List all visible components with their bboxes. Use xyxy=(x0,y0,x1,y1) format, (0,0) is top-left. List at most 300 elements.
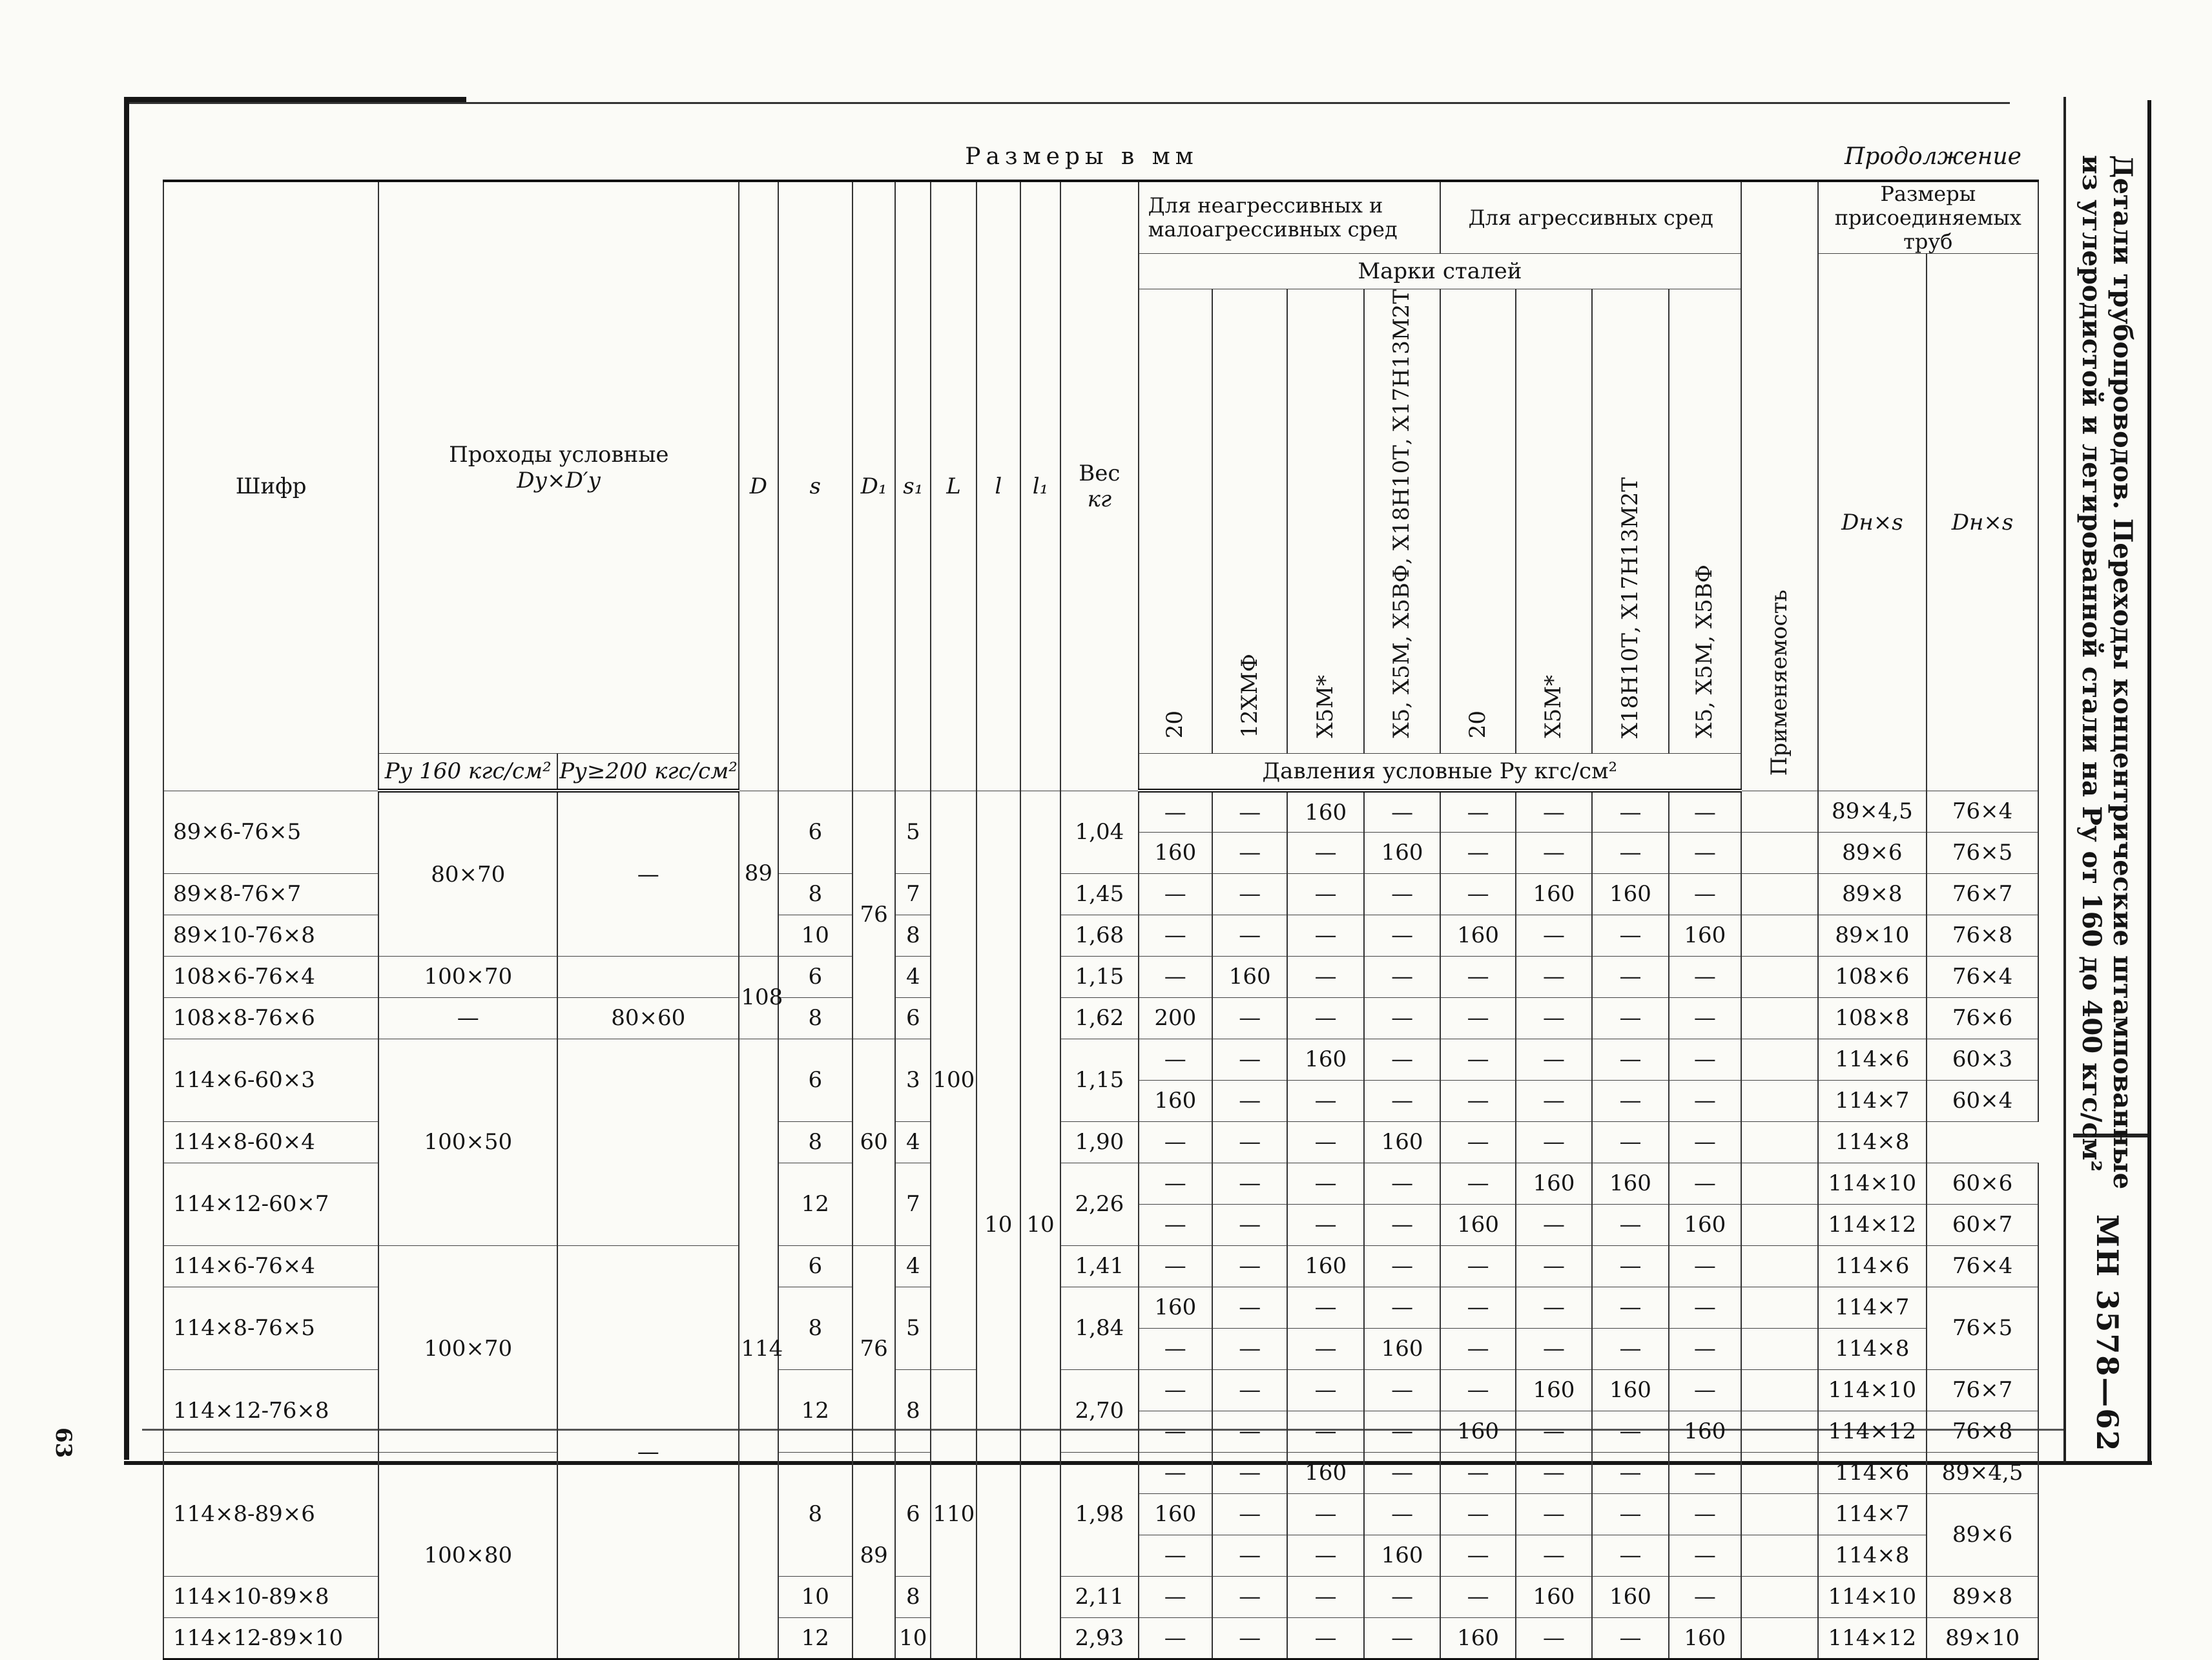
cell-pressure: — xyxy=(1440,1163,1515,1204)
cell-py200: — xyxy=(557,791,739,956)
cell-shifr: 89×8-76×7 xyxy=(163,873,378,915)
cell-s: 8 xyxy=(778,1121,853,1163)
cell-shifr: 108×8-76×6 xyxy=(163,997,378,1039)
cell-pressure: 160 xyxy=(1212,956,1287,997)
cell-pressure: — xyxy=(1592,1493,1668,1535)
cell-pressure: — xyxy=(1139,1617,1212,1659)
cell-pressure: — xyxy=(1440,997,1515,1039)
cell-pressure: 160 xyxy=(1592,1163,1668,1204)
cell-ves: 1,84 xyxy=(1060,1287,1138,1369)
cell-pressure: — xyxy=(1364,1576,1440,1617)
table-row xyxy=(163,956,2038,997)
cell-pressure: — xyxy=(1287,1328,1363,1369)
cell-pipe2: 76×4 xyxy=(1927,1245,2038,1287)
cell-s: 6 xyxy=(778,956,853,997)
cell-pressure: — xyxy=(1139,1121,1212,1163)
cell-pressure: — xyxy=(1139,1535,1212,1576)
cell-pressure: — xyxy=(1364,1287,1440,1328)
cell-py200 xyxy=(557,956,739,997)
cell-s: 6 xyxy=(778,1039,853,1121)
cell-pressure: — xyxy=(1287,1369,1363,1411)
cell-pressure: — xyxy=(1139,1204,1212,1245)
cell-pressure: — xyxy=(1669,1535,1741,1576)
cell-primenyaemost xyxy=(1741,997,1817,1039)
col-header-primenyaemost xyxy=(1741,181,1817,791)
cell-s: 8 xyxy=(778,873,853,915)
cell-pressure: — xyxy=(1669,1369,1741,1411)
side-title-line-1: Детали трубопроводов. Переходы концентрические штампованные xyxy=(2107,155,2138,1190)
cell-pipe1: 89×10 xyxy=(1818,915,1927,956)
group-header-marki: Марки сталей xyxy=(1139,254,1742,289)
cell-pressure: — xyxy=(1212,832,1287,873)
cell-pressure: 160 xyxy=(1592,1576,1668,1617)
cell-pressure: — xyxy=(1364,997,1440,1039)
cell-pipe2: 89×10 xyxy=(1927,1617,2038,1659)
cell-D: 108 xyxy=(739,956,778,1039)
col-header-steel-5 xyxy=(1440,289,1515,754)
cell-pressure: — xyxy=(1516,1245,1592,1287)
cell-py200: 80×60 xyxy=(557,997,739,1039)
cell-shifr: 89×6-76×5 xyxy=(163,791,378,873)
cell-pressure: — xyxy=(1212,1617,1287,1659)
cell-pressure: — xyxy=(1364,873,1440,915)
cell-shifr: 114×6-76×4 xyxy=(163,1245,378,1287)
cell-pressure: — xyxy=(1592,915,1668,956)
cell-pressure: — xyxy=(1212,997,1287,1039)
side-divider xyxy=(2063,97,2066,1463)
cell-shifr: 114×8-76×5 xyxy=(163,1287,378,1369)
cell-ves: 1,41 xyxy=(1060,1245,1138,1287)
cell-pipe1: 114×6 xyxy=(1818,1245,1927,1287)
cell-pressure: — xyxy=(1364,915,1440,956)
cell-pressure: — xyxy=(1364,1039,1440,1080)
cell-primenyaemost xyxy=(1741,1039,1817,1080)
cell-pipe1: 114×8 xyxy=(1818,1328,1927,1369)
steel-grade-label: Х18Н10Т, Х17Н13М2Т xyxy=(1617,477,1643,738)
col-header-steel-2 xyxy=(1212,289,1287,754)
cell-ves: 1,04 xyxy=(1060,791,1138,873)
cell-s: 10 xyxy=(778,915,853,956)
cell-pressure: — xyxy=(1440,873,1515,915)
cell-pressure: — xyxy=(1669,1452,1741,1493)
cell-pressure: — xyxy=(1592,1411,1668,1452)
cell-pressure: — xyxy=(1516,1121,1592,1163)
cell-pressure: — xyxy=(1364,1452,1440,1493)
steel-grade-label: Х5, Х5М, Х5ВФ, Х18Н10Т, Х17Н13М2Т xyxy=(1389,289,1415,738)
cell-s1: 7 xyxy=(895,1163,931,1245)
cell-pressure: — xyxy=(1516,1204,1592,1245)
cell-pressure: 160 xyxy=(1440,915,1515,956)
cell-pressure: — xyxy=(1669,1163,1741,1204)
cell-pressure: 160 xyxy=(1287,1039,1363,1080)
side-title-line-2: из углеродистой и легированной стали на Pу от 160 до 400 кгс/см² xyxy=(2076,155,2107,1172)
standard-code: МН 3578—62 xyxy=(2090,1214,2125,1453)
cell-s1: 6 xyxy=(895,1452,931,1576)
cell-pipe1: 89×8 xyxy=(1818,873,1927,915)
cell-pressure: — xyxy=(1669,1245,1741,1287)
cell-pipe1: 114×6 xyxy=(1818,1039,1927,1080)
cell-pipe2: 76×6 xyxy=(1927,997,2038,1039)
cell-pressure: — xyxy=(1516,832,1592,873)
cell-s1: 4 xyxy=(895,956,931,997)
cell-pressure: — xyxy=(1592,1452,1668,1493)
cell-s: 8 xyxy=(778,1452,853,1576)
cell-pressure: — xyxy=(1287,1080,1363,1121)
cell-pressure: — xyxy=(1516,997,1592,1039)
cell-pressure: 160 xyxy=(1440,1411,1515,1452)
cell-pressure: — xyxy=(1212,791,1287,832)
cell-D1: 60 xyxy=(853,1039,895,1245)
cell-pressure: — xyxy=(1287,1493,1363,1535)
cell-shifr: 114×10-89×8 xyxy=(163,1576,378,1617)
cell-l1: 10 xyxy=(1020,791,1060,1659)
cell-s1: 4 xyxy=(895,1121,931,1163)
cell-pressure: — xyxy=(1364,1080,1440,1121)
cell-pressure: — xyxy=(1440,1287,1515,1328)
cell-s1: 3 xyxy=(895,1039,931,1121)
frame-left-border xyxy=(124,97,129,1460)
col-header-steel-4 xyxy=(1364,289,1440,754)
ves-unit: кг xyxy=(1087,486,1112,512)
cell-s: 8 xyxy=(778,1287,853,1369)
steel-grade-label: Х5М* xyxy=(1312,675,1338,738)
cell-pressure: — xyxy=(1212,1369,1287,1411)
col-header-L: L xyxy=(931,181,976,791)
cell-ves: 1,45 xyxy=(1060,873,1138,915)
cell-pipe2: 60×3 xyxy=(1927,1039,2038,1080)
col-header-prokhody xyxy=(378,181,739,753)
cell-pressure: — xyxy=(1212,1328,1287,1369)
cell-pressure: 160 xyxy=(1592,873,1668,915)
steel-grade-label: 12ХМФ xyxy=(1236,654,1263,738)
cell-pressure: 160 xyxy=(1669,1204,1741,1245)
cell-pipe1: 89×6 xyxy=(1818,832,1927,873)
table-row xyxy=(163,1039,2038,1080)
cell-pressure: — xyxy=(1440,1121,1515,1163)
cell-shifr: 89×10-76×8 xyxy=(163,915,378,956)
cell-pressure: 160 xyxy=(1364,1121,1440,1163)
col-header-steel-1 xyxy=(1139,289,1212,754)
table-row xyxy=(163,791,2038,832)
cell-pressure: — xyxy=(1139,791,1212,832)
cell-pipe2: 76×7 xyxy=(1927,1369,2038,1411)
cell-pressure: 160 xyxy=(1440,1204,1515,1245)
cell-D: 114 xyxy=(739,1039,778,1659)
cell-primenyaemost xyxy=(1741,956,1817,997)
cell-shifr: 114×6-60×3 xyxy=(163,1039,378,1121)
cell-pressure: — xyxy=(1516,1039,1592,1080)
cell-pipe2: 60×7 xyxy=(1927,1204,2038,1245)
cell-py160: 80×70 xyxy=(378,791,557,956)
cell-pressure: — xyxy=(1364,1411,1440,1452)
cell-pressure: 160 xyxy=(1287,791,1363,832)
cell-pressure: — xyxy=(1440,956,1515,997)
cell-pressure: — xyxy=(1516,956,1592,997)
cell-pressure: 160 xyxy=(1139,832,1212,873)
cell-pressure: — xyxy=(1364,956,1440,997)
cell-ves: 1,90 xyxy=(1060,1121,1138,1163)
table-row xyxy=(163,997,2038,1039)
cell-ves: 1,15 xyxy=(1060,956,1138,997)
page-number: 63 xyxy=(50,1427,76,1458)
frame-top-line xyxy=(124,102,2010,104)
cell-pressure: — xyxy=(1516,1493,1592,1535)
cell-py160: 100×50 xyxy=(378,1039,557,1245)
cell-pressure: — xyxy=(1287,1535,1363,1576)
cell-primenyaemost xyxy=(1741,1204,1817,1245)
cell-pressure: — xyxy=(1287,1204,1363,1245)
cell-primenyaemost xyxy=(1741,1121,1817,1163)
cell-pressure: — xyxy=(1440,1245,1515,1287)
cell-pressure: — xyxy=(1212,1204,1287,1245)
cell-pipe1: 114×8 xyxy=(1818,1121,1927,1163)
cell-pressure: — xyxy=(1516,1452,1592,1493)
cell-ves: 1,62 xyxy=(1060,997,1138,1039)
cell-pipe1: 89×4,5 xyxy=(1818,791,1927,832)
cell-pressure: — xyxy=(1516,1411,1592,1452)
cell-pressure: — xyxy=(1364,1617,1440,1659)
cell-pipe1: 108×8 xyxy=(1818,997,1927,1039)
col-header-pipe1: Dн×s xyxy=(1818,254,1927,791)
col-header-s: s xyxy=(778,181,853,791)
cell-pipe1: 114×12 xyxy=(1818,1204,1927,1245)
cell-D: 89 xyxy=(739,791,778,956)
cell-pipe2: 76×8 xyxy=(1927,1411,2038,1452)
cell-ves: 2,26 xyxy=(1060,1163,1138,1245)
cell-pressure: — xyxy=(1287,873,1363,915)
cell-ves: 2,93 xyxy=(1060,1617,1138,1659)
cell-pressure: — xyxy=(1139,1328,1212,1369)
cell-pressure: — xyxy=(1669,832,1741,873)
cell-s: 8 xyxy=(778,997,853,1039)
cell-pressure: — xyxy=(1139,873,1212,915)
prokhody-title: Проходы условные xyxy=(449,441,669,468)
col-header-s1: s₁ xyxy=(895,181,931,791)
cell-shifr: 114×8-89×6 xyxy=(163,1452,378,1576)
cell-pressure: — xyxy=(1440,1493,1515,1535)
col-header-D: D xyxy=(739,181,778,791)
cell-pressure: — xyxy=(1592,832,1668,873)
cell-pressure: — xyxy=(1212,1163,1287,1204)
col-header-steel-3 xyxy=(1287,289,1363,754)
cell-pressure: 160 xyxy=(1516,1163,1592,1204)
col-header-py200: Pу≥200 кгс/см² xyxy=(557,753,739,791)
cell-pressure: 160 xyxy=(1669,1617,1741,1659)
cell-primenyaemost xyxy=(1741,1576,1817,1617)
cell-pressure: — xyxy=(1440,1039,1515,1080)
cell-pressure: — xyxy=(1212,1245,1287,1287)
cell-l: 10 xyxy=(977,791,1020,1659)
cell-pipe2: 89×4,5 xyxy=(1927,1452,2038,1493)
cell-s1: 7 xyxy=(895,873,931,915)
ves-label: Вес xyxy=(1079,460,1121,486)
cell-s1: 10 xyxy=(895,1617,931,1659)
cell-pressure: — xyxy=(1592,1080,1668,1121)
cell-pressure: — xyxy=(1139,1039,1212,1080)
cell-pressure: — xyxy=(1516,1535,1592,1576)
cell-pressure: — xyxy=(1440,1452,1515,1493)
cell-s: 6 xyxy=(778,1245,853,1287)
cell-pressure: 160 xyxy=(1287,1452,1363,1493)
cell-pressure: — xyxy=(1139,1245,1212,1287)
cell-pipe2: 60×4 xyxy=(1927,1080,2038,1121)
cell-pressure: — xyxy=(1669,791,1741,832)
group-header-davleniya: Давления условные Pу кгс/см² xyxy=(1139,753,1742,791)
cell-pipe2: 76×8 xyxy=(1927,915,2038,956)
cell-pressure: — xyxy=(1592,1039,1668,1080)
cell-pressure: — xyxy=(1139,1411,1212,1452)
cell-pressure: — xyxy=(1364,1493,1440,1535)
group-header-aggressive: Для агрессивных сред xyxy=(1440,181,1741,254)
cell-pressure: 160 xyxy=(1516,1576,1592,1617)
side-title xyxy=(2076,155,2138,1189)
cell-pressure: — xyxy=(1592,956,1668,997)
cell-pressure: — xyxy=(1139,915,1212,956)
cell-pressure: — xyxy=(1139,956,1212,997)
cell-D1: 76 xyxy=(853,1245,895,1452)
cell-py160: 100×70 xyxy=(378,1245,557,1452)
cell-pressure: — xyxy=(1364,1245,1440,1287)
cell-pressure: — xyxy=(1516,915,1592,956)
cell-pressure: 160 xyxy=(1516,1369,1592,1411)
cell-py200 xyxy=(557,1039,739,1245)
cell-pressure: — xyxy=(1287,832,1363,873)
cell-pressure: — xyxy=(1440,1080,1515,1121)
cell-s: 12 xyxy=(778,1163,853,1245)
cell-pressure: — xyxy=(1212,1493,1287,1535)
steel-grade-label: Х5, Х5М, Х5ВФ xyxy=(1691,565,1718,738)
steel-grade-label: Х5М* xyxy=(1540,675,1567,738)
cell-pressure: — xyxy=(1516,1287,1592,1328)
cell-ves: 2,11 xyxy=(1060,1576,1138,1617)
col-header-steel-7 xyxy=(1592,289,1668,754)
cell-pressure: — xyxy=(1592,1245,1668,1287)
cell-pressure: — xyxy=(1440,1328,1515,1369)
cell-pipe1: 114×6 xyxy=(1818,1452,1927,1493)
cell-pressure: — xyxy=(1516,1328,1592,1369)
cell-D1: 76 xyxy=(853,791,895,1039)
primenyaemost-label: Применяемость xyxy=(1766,589,1792,776)
cell-pressure: — xyxy=(1212,1287,1287,1328)
cell-pipe2: 89×8 xyxy=(1927,1576,2038,1617)
cell-pressure: — xyxy=(1669,1328,1741,1369)
cell-pressure: — xyxy=(1212,1452,1287,1493)
cell-py160: — xyxy=(378,997,557,1039)
cell-D1: 89 xyxy=(853,1452,895,1659)
table-row xyxy=(163,1245,2038,1287)
cell-pipe1: 114×7 xyxy=(1818,1080,1927,1121)
cell-L: 100 xyxy=(931,791,976,1369)
cell-pressure: — xyxy=(1287,1163,1363,1204)
cell-pressure: — xyxy=(1139,1369,1212,1411)
cell-pressure: — xyxy=(1364,1163,1440,1204)
cell-s1: 8 xyxy=(895,915,931,956)
cell-s1: 5 xyxy=(895,1287,931,1369)
frame-right-border xyxy=(2147,100,2151,1463)
cell-primenyaemost xyxy=(1741,1080,1817,1121)
group-header-nonaggressive: Для неагрессивных и малоагрессивных сред xyxy=(1139,181,1441,254)
col-header-pipe2: Dн×s xyxy=(1927,254,2038,791)
cell-pressure: — xyxy=(1440,791,1515,832)
steel-grade-label: 20 xyxy=(1162,710,1188,738)
cell-s: 6 xyxy=(778,791,853,873)
cell-pressure: — xyxy=(1212,873,1287,915)
cell-ves: 1,15 xyxy=(1060,1039,1138,1121)
cell-py160: 100×80 xyxy=(378,1452,557,1659)
cell-ves: 1,98 xyxy=(1060,1452,1138,1576)
cell-pressure: 160 xyxy=(1139,1493,1212,1535)
cell-pressure: 160 xyxy=(1669,915,1741,956)
cell-pipe2: 76×7 xyxy=(1927,873,2038,915)
cell-py160: 100×70 xyxy=(378,956,557,997)
cell-pipe2: 60×6 xyxy=(1927,1163,2038,1204)
cell-shifr: 114×12-89×10 xyxy=(163,1617,378,1659)
cell-pressure: — xyxy=(1212,1411,1287,1452)
cell-pressure: — xyxy=(1669,1493,1741,1535)
cell-pressure: — xyxy=(1287,1576,1363,1617)
prokhody-formula: Dу×D′у xyxy=(517,467,601,493)
cell-pressure: — xyxy=(1592,1535,1668,1576)
cell-pipe1: 114×10 xyxy=(1818,1163,1927,1204)
reducers-table xyxy=(163,180,2039,1660)
cell-pressure: — xyxy=(1139,1452,1212,1493)
col-header-steel-6 xyxy=(1516,289,1592,754)
col-header-D1: D₁ xyxy=(853,181,895,791)
cell-L: 110 xyxy=(931,1369,976,1659)
cell-pressure: — xyxy=(1592,1617,1668,1659)
cell-pressure: — xyxy=(1139,1163,1212,1204)
cell-ves: 1,68 xyxy=(1060,915,1138,956)
cell-pipe1: 114×12 xyxy=(1818,1617,1927,1659)
cell-pipe2: 89×6 xyxy=(1927,1493,2038,1576)
cell-pressure: — xyxy=(1440,1369,1515,1411)
cell-pressure: — xyxy=(1287,1617,1363,1659)
cell-pipe1: 114×10 xyxy=(1818,1576,1927,1617)
cell-pressure: — xyxy=(1287,915,1363,956)
units-note: Размеры в мм xyxy=(965,143,1199,170)
cell-pressure: — xyxy=(1592,1287,1668,1328)
cell-primenyaemost xyxy=(1741,832,1817,873)
cell-pressure: 160 xyxy=(1592,1369,1668,1411)
cell-pressure: — xyxy=(1287,1287,1363,1328)
cell-pressure: 160 xyxy=(1516,873,1592,915)
cell-pressure: 160 xyxy=(1440,1617,1515,1659)
cell-primenyaemost xyxy=(1741,873,1817,915)
cell-s1: 8 xyxy=(895,1576,931,1617)
cell-primenyaemost xyxy=(1741,1328,1817,1369)
cell-pressure: — xyxy=(1364,791,1440,832)
cell-pipe2: 76×5 xyxy=(1927,1287,2038,1369)
cell-primenyaemost xyxy=(1741,915,1817,956)
col-header-shifr: Шифр xyxy=(163,181,378,791)
cell-pressure: 160 xyxy=(1669,1411,1741,1452)
cell-pressure: — xyxy=(1592,1204,1668,1245)
cell-pressure: — xyxy=(1212,1576,1287,1617)
cell-pipe2: 76×4 xyxy=(1927,791,2038,832)
cell-shifr: 108×6-76×4 xyxy=(163,956,378,997)
cell-primenyaemost xyxy=(1741,1452,1817,1493)
cell-pipe1: 114×8 xyxy=(1818,1535,1927,1576)
col-header-l1: l₁ xyxy=(1020,181,1060,791)
cell-pressure: — xyxy=(1592,997,1668,1039)
cell-pressure: 160 xyxy=(1364,1328,1440,1369)
cell-pressure: — xyxy=(1440,1576,1515,1617)
cell-pipe2: 76×5 xyxy=(1927,832,2038,873)
table-row xyxy=(163,1452,2038,1493)
cell-pipe1: 108×6 xyxy=(1818,956,1927,997)
cell-s: 12 xyxy=(778,1617,853,1659)
cell-pressure: 200 xyxy=(1139,997,1212,1039)
